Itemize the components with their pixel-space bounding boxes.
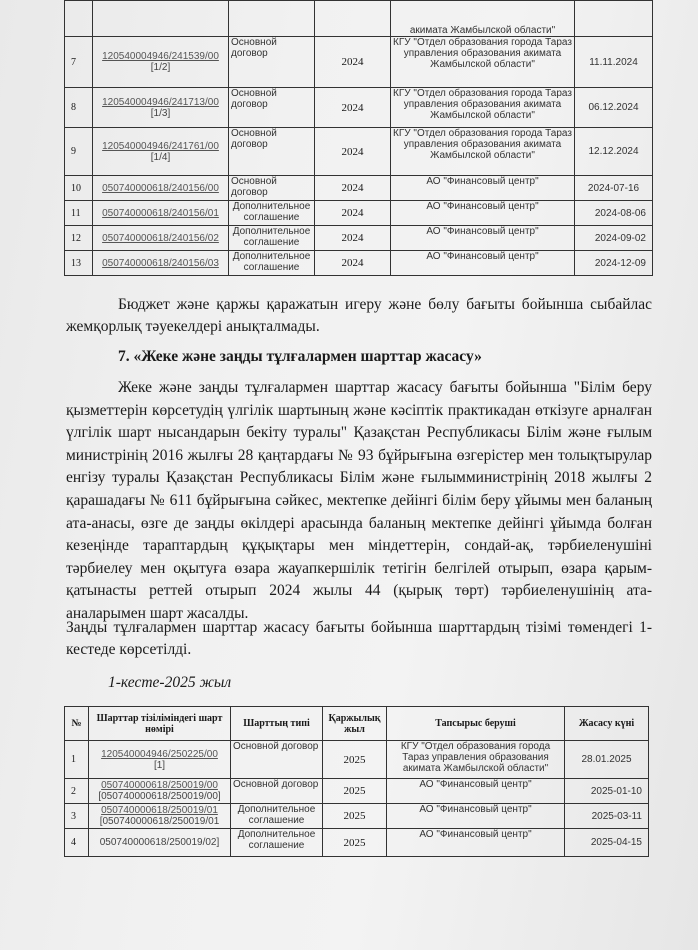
fiscal-year: 2024 bbox=[315, 128, 391, 176]
contract-number-link[interactable]: 050740000618/240156/02 bbox=[102, 232, 219, 244]
contract-number-link[interactable]: 050740000618/250019/01 bbox=[101, 805, 218, 816]
contract-type: Дополнительное соглашение bbox=[229, 201, 315, 226]
contract-type: Основной договор bbox=[231, 741, 323, 779]
customer-cell: КГУ "Отдел образования города Тараз управления образования акимата Жамбылской области" bbox=[391, 128, 575, 176]
contract-number-link[interactable]: 120540004946/241539/00 bbox=[102, 51, 219, 62]
row-number: 2 bbox=[65, 779, 89, 804]
paragraph-contracts-description: Жеке және заңды тұлғалармен шарттар жасасу бағыты бойынша "Білім беру қызметтерін көрсетудің үлгілік шартының және кәсіптік практикадан өткізуге арналған үлгілік шарт нысандарын бекіту туралы" Қазақстан Республикасы Білім және ғылым министрінің 2016 жылғы 28 қаңтардағы № 93 бұйрығына өзгерістер мен толықтырулар енгізу туралы Қазақстан Республикасы Білім және ғылымминистрінің 2018 жылғы 2 қарашадағы № 611 бұйрығына сәйкес, мектепке дейінгі білім беру ұйымы мен баланың ата-анасы, өзге де заңды өкілдері арасында баланың мектепке дейінгі ұйымда болған кезеңінде тараптардың құқықтары мен міндеттерін, сондай-ақ, тәрбиеленушіні тәрбиелеу мен оқытуға өзара жауапкершілік тетігін белгілей отырып, өзара қарым-қатынасты реттей отырып 2024 жылы 44 (қырық төрт) тәрбиеленушінің ата-аналарымен шарт жасалды. bbox=[66, 379, 652, 622]
row-number: 12 bbox=[65, 226, 93, 251]
contract-type: Основной договор bbox=[229, 128, 315, 176]
fiscal-year: 2024 bbox=[315, 201, 391, 226]
fiscal-year: 2025 bbox=[323, 779, 387, 804]
table-row bbox=[65, 829, 649, 857]
fiscal-year: 2025 bbox=[323, 741, 387, 779]
row-number: 11 bbox=[65, 201, 93, 226]
header-number: № bbox=[65, 707, 89, 741]
table-row bbox=[65, 88, 653, 128]
customer-cell: АО "Финансовый центр" bbox=[387, 779, 565, 804]
contract-date: 2024-07-16 bbox=[575, 176, 653, 201]
customer-cell: АО "Финансовый центр" bbox=[391, 251, 575, 276]
contract-type: Дополнительное соглашение bbox=[231, 804, 323, 829]
table-row bbox=[65, 779, 649, 804]
table-row bbox=[65, 37, 653, 88]
header-date: Жасасу күні bbox=[565, 707, 649, 741]
contract-number-link[interactable]: 050740000618/250019/00 bbox=[101, 780, 218, 791]
contract-date: 2025-01-10 bbox=[565, 779, 649, 804]
contract-type: Основной договор bbox=[229, 176, 315, 201]
header-contract-number: Шарттар тізіліміндегі шарт нөмірі bbox=[89, 707, 231, 741]
row-number: 9 bbox=[65, 128, 93, 176]
fiscal-year: 2024 bbox=[315, 176, 391, 201]
contract-number-suffix: [050740000618/250019/00] bbox=[98, 791, 221, 802]
customer-cell: КГУ "Отдел образования города Тараз управления образования акимата Жамбылской области" bbox=[391, 88, 575, 128]
table-row bbox=[65, 804, 649, 829]
paragraph-table-reference: Заңды тұлғалармен шарттар жасасу бағыты бойынша шарттардың тізімі төмендегі 1-кестеде көрсетілді. bbox=[66, 619, 652, 658]
contract-number-text: 050740000618/250019/02] bbox=[99, 837, 220, 848]
customer-cell: акимата Жамбылской области" bbox=[391, 1, 575, 37]
contract-number-link[interactable]: 120540004946/241713/00 bbox=[102, 96, 219, 108]
customer-cell: КГУ "Отдел образования города Тараз управления образования акимата Жамбылской области" bbox=[391, 37, 575, 88]
contract-type: Дополнительное соглашение bbox=[229, 251, 315, 276]
table-row bbox=[65, 251, 653, 276]
fiscal-year: 2024 bbox=[315, 251, 391, 276]
customer-cell: АО "Финансовый центр" bbox=[391, 226, 575, 251]
section-heading: 7. «Жеке және заңды тұлғалармен шарттар жасасу» bbox=[118, 348, 482, 365]
contract-type: Дополнительное соглашение bbox=[229, 226, 315, 251]
table-row bbox=[65, 176, 653, 201]
contract-date: 2025-04-15 bbox=[565, 829, 649, 857]
contract-date: 2024-12-09 bbox=[575, 251, 653, 276]
contract-type: Основной договор bbox=[229, 88, 315, 128]
contract-number-suffix: [1/4] bbox=[150, 151, 171, 163]
contracts-table-2025 bbox=[64, 706, 649, 857]
table-header-row bbox=[65, 707, 649, 741]
fiscal-year: 2024 bbox=[315, 88, 391, 128]
fiscal-year: 2025 bbox=[323, 829, 387, 857]
customer-cell: АО "Финансовый центр" bbox=[387, 804, 565, 829]
contract-date: 2025-03-11 bbox=[565, 804, 649, 829]
fiscal-year: 2024 bbox=[315, 226, 391, 251]
contract-date: 06.12.2024 bbox=[575, 88, 653, 128]
fiscal-year: 2025 bbox=[323, 804, 387, 829]
contract-number-suffix: [050740000618/250019/01 bbox=[99, 816, 220, 827]
contract-date: 11.11.2024 bbox=[575, 37, 653, 88]
contract-number-link[interactable]: 050740000618/240156/03 bbox=[102, 257, 219, 269]
contracts-table-2024 bbox=[64, 0, 653, 276]
row-number: 8 bbox=[65, 88, 93, 128]
contract-type: Основной договор bbox=[229, 37, 315, 88]
table-row bbox=[65, 741, 649, 779]
table-caption: 1-кесте-2025 жыл bbox=[108, 674, 232, 691]
contract-number-suffix: [1/3] bbox=[150, 107, 171, 119]
row-number: 3 bbox=[65, 804, 89, 829]
table-row bbox=[65, 226, 653, 251]
customer-cell: АО "Финансовый центр" bbox=[387, 829, 565, 857]
table-row bbox=[65, 201, 653, 226]
table-row bbox=[65, 128, 653, 176]
contract-date: 2024-08-06 bbox=[575, 201, 653, 226]
row-number: 4 bbox=[65, 829, 89, 857]
row-number: 1 bbox=[65, 741, 89, 779]
table-row-partial bbox=[65, 1, 653, 37]
header-fiscal-year: Қаржылық жыл bbox=[323, 707, 387, 741]
contract-number-suffix: [1/2] bbox=[150, 62, 171, 73]
contract-date: 2024-09-02 bbox=[575, 226, 653, 251]
contract-number-link[interactable]: 120540004946/250225/00 bbox=[101, 748, 218, 760]
customer-cell: АО "Финансовый центр" bbox=[391, 201, 575, 226]
contract-type: Дополнительное соглашение bbox=[231, 829, 323, 857]
contract-number-link[interactable]: 050740000618/240156/01 bbox=[102, 207, 219, 219]
row-number: 13 bbox=[65, 251, 93, 276]
paragraph-no-risks: Бюджет және қаржы қаражатын игеру және бөлу бағыты бойынша сыбайлас жемқорлық тәуекелдері анықталмады. bbox=[66, 296, 652, 335]
contract-number-link[interactable]: 050740000618/240156/00 bbox=[102, 182, 219, 194]
header-customer: Тапсырыс беруші bbox=[387, 707, 565, 741]
fiscal-year: 2024 bbox=[315, 37, 391, 88]
customer-cell: АО "Финансовый центр" bbox=[391, 176, 575, 201]
contract-type: Основной договор bbox=[231, 779, 323, 804]
row-number: 10 bbox=[65, 176, 93, 201]
contract-date: 28.01.2025 bbox=[565, 741, 649, 779]
contract-number-link[interactable]: 120540004946/241761/00 bbox=[102, 140, 219, 152]
contract-number-suffix: [1] bbox=[153, 759, 166, 771]
header-contract-type: Шарттың типі bbox=[231, 707, 323, 741]
row-number: 7 bbox=[65, 37, 93, 88]
customer-cell: КГУ "Отдел образования города Тараз управления образования акимата Жамбылской области" bbox=[387, 741, 565, 779]
contract-date: 12.12.2024 bbox=[575, 128, 653, 176]
